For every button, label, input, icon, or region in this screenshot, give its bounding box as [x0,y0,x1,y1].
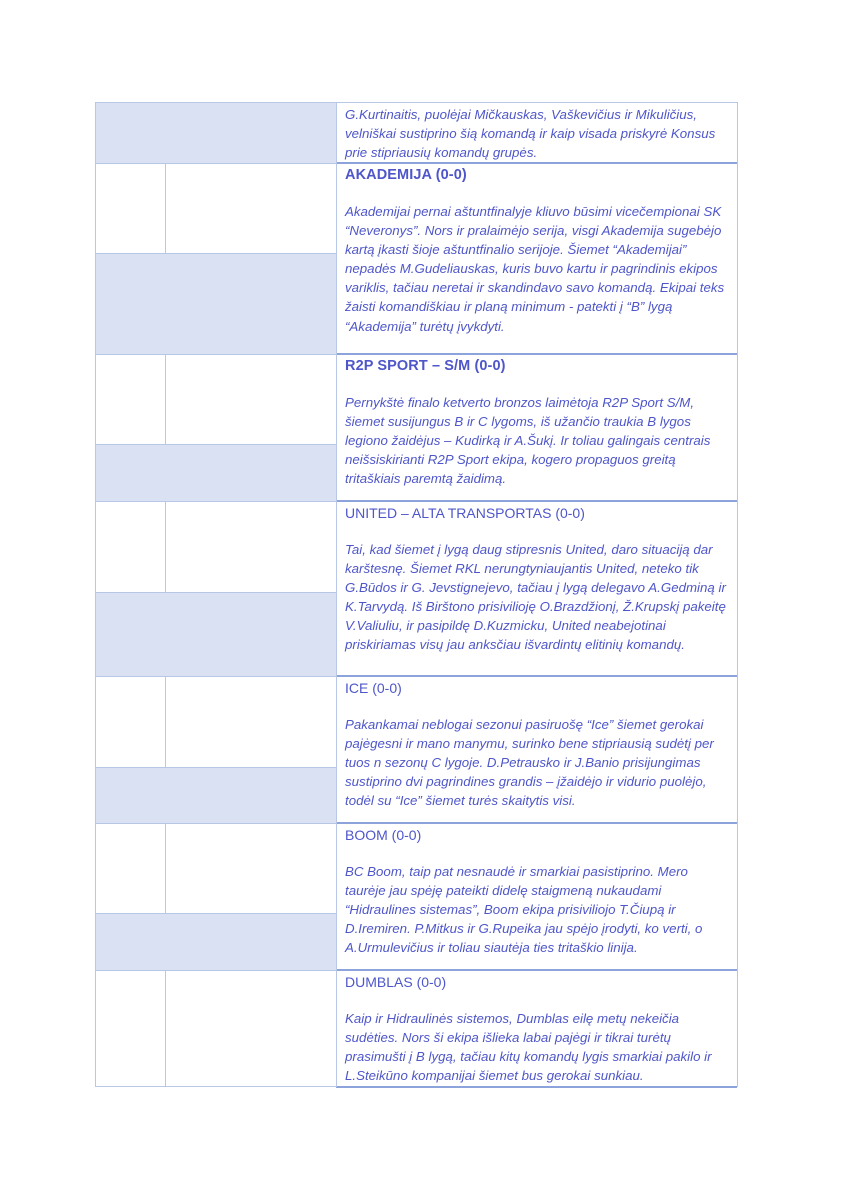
shaded-cell [96,767,336,823]
team-description: G.Kurtinaitis, puolėjai Mičkauskas, Vaškevičius ir Mikuličius, velniškai sustiprino šią komandą ir kaip visada priskyrė Konsus prie stipriausių komandų grupės. [345,107,716,161]
table-rule [95,253,336,254]
team-heading: UNITED – ALTA TRANSPORTAS (0-0) [345,505,585,521]
table-rule [95,102,96,1087]
shaded-cell [96,103,336,163]
team-section [338,826,736,957]
section-divider [336,162,737,164]
shaded-cell [96,913,336,970]
section-divider [336,822,737,824]
shaded-cell [96,444,336,501]
team-description: Pernykštė finalo ketverto bronzos laimėtoja R2P Sport S/M, šiemet susijungus B ir C lygoms, iš užančio traukia B lygos legiono žaidėjus – Kudirką ir A.Šukį. Ir toliau galingais centrais neišsiskirianti R2P Sport ekipa, kogero propaguos greitą tritaškiais paremtą žaidimą. [345,395,711,487]
table-rule [95,444,336,445]
team-heading: ICE (0-0) [345,680,402,696]
team-description: BC Boom, taip pat nesnaudė ir smarkiai pasistiprino. Mero taurėje jau spėję pateikti didelę staigmeną nukaudami “Hidraulines sistemas”, Boom ekipa prisiviliojo T.Čiupą ir D.Iremiren. P.Mitkus ir G.Rupeika jau spėjo įrodyti, ko verti, o A.Urmulevičius ir toliau siautėja ties tritaškio linija. [345,864,703,956]
section-divider [336,1086,737,1088]
table-rule [95,354,336,355]
table-rule [95,970,336,971]
team-heading: DUMBLAS (0-0) [345,974,447,990]
table-rule [95,163,336,164]
table-rule [165,676,166,768]
table-rule [95,767,336,768]
table-rule [336,102,337,1087]
table-rule [95,823,336,824]
table-rule [165,501,166,593]
team-heading: AKADEMIJA (0-0) [345,167,467,183]
team-description: Tai, kad šiemet į lygą daug stipresnis United, daro situaciją dar karštesnę. Šiemet RKL nerungtyniaujantis United, neteko tik G.Būdos ir G. Jevstignejevo, tačiau į lygą delegavo A.Gedminą ir K.Tarvydą. Iš Birštono prisivilioję O.Brazdžionį, Ž.Krupskį pakeitę V.Valiuliu, ir pasipildę D.Kuzmicku, United neabejotinai priskiriamas visų jau anksčiau išvardintų elitinių komandų. [345,542,726,653]
team-description: Pakankamai neblogai sezonui pasiruošę “Ice” šiemet gerokai pajėgesni ir mano manymu, surinko bene stipriausią sudėtį per tuos n sezonų C lygoje. D.Petrausko ir J.Banio prisijungimas sustiprino dvi pagrindines grandis – įžaidėjo ir vidurio puolėjo, todėl su “Ice” šiemet turės skaitytis visi. [345,717,714,809]
table-rule [165,354,166,445]
table-rule [165,970,166,1087]
shaded-cell [96,253,336,354]
table-rule [95,913,336,914]
shaded-cell [96,592,336,676]
section-divider [336,500,737,502]
team-description: Akademijai pernai aštuntfinalyje kliuvo būsimi vicečempionai SK “Neveronys”. Nors ir pralaimėjo serija, visgi Akademija sugebėjo kartą įkasti šioje aštuntfinalio serijoje. Šiemet “Akademijai” nepadės M.Gudeliauskas, kuris buvo kartu ir pagrindinis ekipos variklis, tačiau neretai ir skandindavo savo komandą. Ekipai teks žaisti komandiškiau ir planą minimum - patekti į “B” lygą “Akademija” turėtų įvykdyti. [345,204,725,334]
table-rule [737,102,738,1087]
team-section [338,973,736,1085]
table-rule [95,592,336,593]
table-rule [165,163,166,254]
team-description: Kaip ir Hidraulinės sistemos, Dumblas eilę metų nekeičia sudėties. Nors ši ekipa išlieka labai pajėgi ir tikrai turėtų prasimušti į B lygą, tačiau kitų komandų lygis smarkiai pakilo ir L.Steikūno kompanijai šiemet bus gerokai sunkiau. [345,1011,712,1084]
section-divider [336,675,737,677]
section-divider [336,353,737,355]
team-heading: R2P SPORT – S/M (0-0) [345,358,506,374]
team-section [338,166,736,336]
team-section [338,105,736,162]
section-divider [336,969,737,971]
team-heading: BOOM (0-0) [345,827,422,843]
table-rule [95,501,336,502]
team-section [338,679,736,810]
table-rule [165,823,166,914]
table-rule [95,676,336,677]
team-section [338,504,736,655]
team-section [338,357,736,488]
table-rule [95,102,737,103]
